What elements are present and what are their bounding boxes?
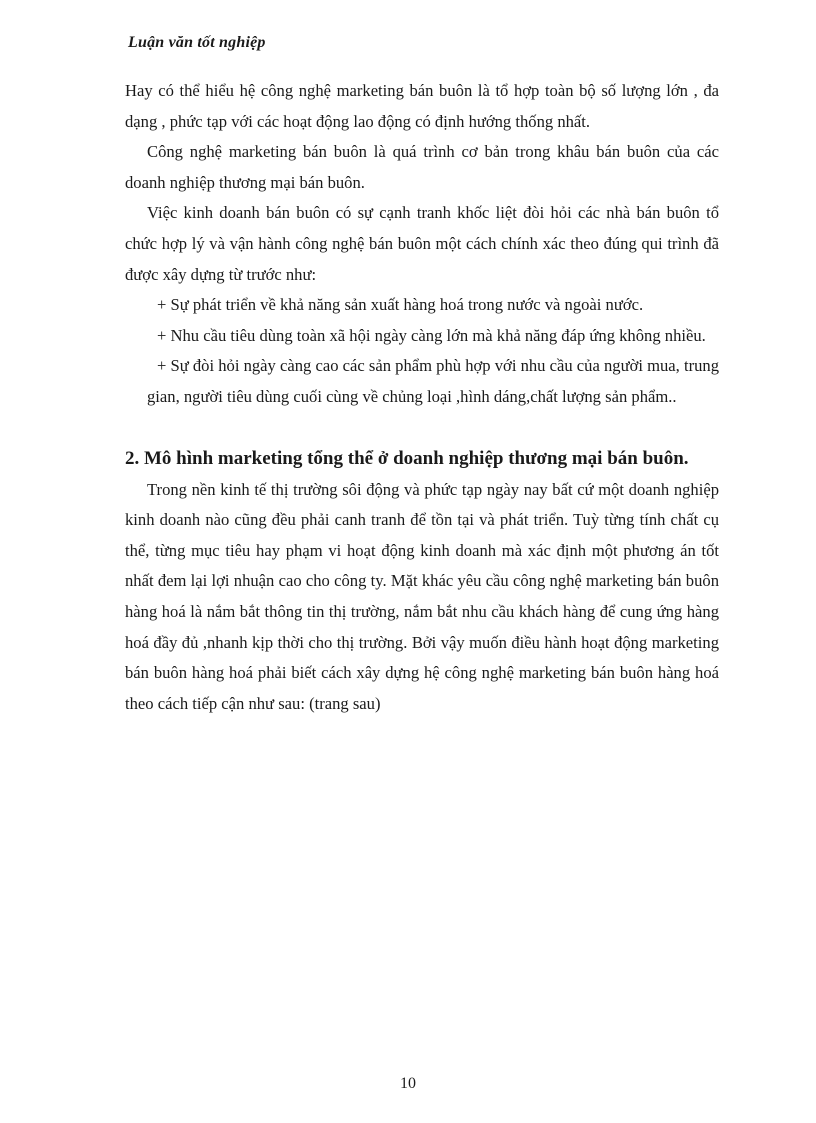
page-number: 10 (400, 1075, 416, 1092)
running-header: Luận văn tốt nghiệp (128, 34, 266, 51)
bullet-item-3: + Sự đòi hỏi ngày càng cao các sản phẩm phù hợp với nhu cầu của người mua, trung gian, người tiêu dùng cuối cùng về chủng loại ,hình dáng,chất lượng sản phẩm.. (147, 356, 719, 406)
paragraph-2: Công nghệ marketing bán buôn là quá trình cơ bản trong khâu bán buôn của các doanh nghiệp thương mại bán buôn. (125, 142, 719, 192)
bullet-item-1: + Sự phát triển về khả năng sản xuất hàng hoá trong nước và ngoài nước. (157, 295, 644, 315)
section-paragraph: Trong nền kinh tế thị trường sôi động và phức tạp ngày nay bất cứ một doanh nghiệp kinh doanh nào cũng đều phải canh tranh để tồn tại và phát triển. Tuỳ từng tính chất cụ thể, từng mục tiêu hay phạm vi hoạt động kinh doanh mà xác định một phương án tốt nhất đem lại lợi nhuận cao cho công ty. Mặt khác yêu cầu công nghệ marketing bán buôn hàng hoá là nắm bắt thông tin thị trường, nắm bắt nhu cầu khách hàng để cung ứng hàng hoá đầy đủ ,nhanh kịp thời cho thị trường. Bởi vậy muốn điều hành hoạt động marketing bán buôn hàng hoá phải biết cách xây dựng hệ công nghệ marketing bán buôn hàng hoá theo cách tiếp cận như sau: (trang sau) (125, 479, 719, 713)
bullet-item-2: + Nhu cầu tiêu dùng toàn xã hội ngày càng lớn mà khả năng đáp ứng không nhiều. (157, 325, 706, 345)
paragraph-3: Việc kinh doanh bán buôn có sự cạnh tranh khốc liệt đòi hỏi các nhà bán buôn tổ chức hợp lý và vận hành công nghệ bán buôn một cách chính xác theo đúng qui trình đã được xây dựng từ trước như: (125, 203, 719, 284)
paragraph-1: Hay có thể hiểu hệ công nghệ marketing bán buôn là tổ hợp toàn bộ số lượng lớn , đa dạng , phức tạp với các hoạt động lao động có định hướng thống nhất. (125, 81, 719, 131)
section-heading: 2. Mô hình marketing tổng thể ở doanh nghiệp thương mại bán buôn. (125, 447, 689, 469)
document-body (125, 76, 719, 719)
